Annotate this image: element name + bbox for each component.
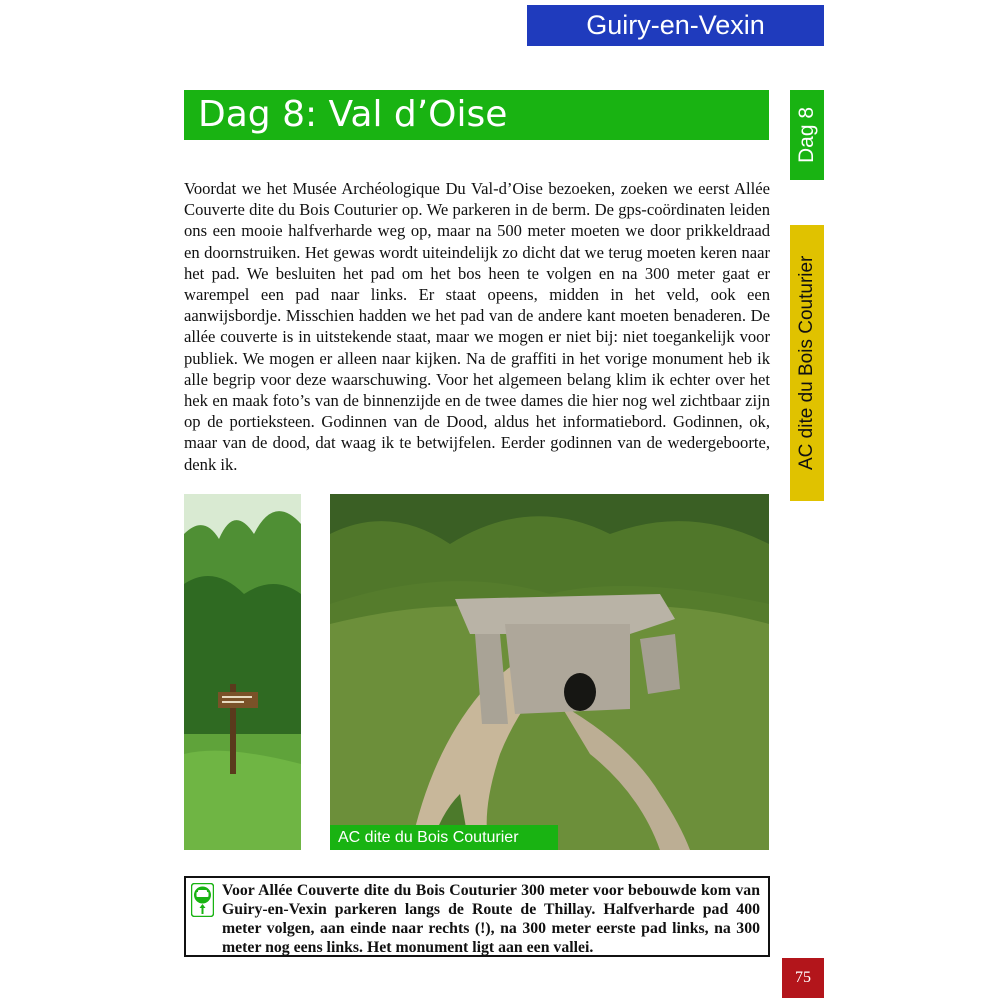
signpost-photo-image xyxy=(184,494,301,850)
signpost-photo xyxy=(184,494,301,850)
chapter-title: Dag 8: Val d’Oise xyxy=(184,90,769,140)
dolmen-photo xyxy=(330,494,769,850)
directions-box xyxy=(184,876,770,957)
day-tab[interactable]: Dag 8 xyxy=(790,90,824,180)
photo-caption: AC dite du Bois Couturier xyxy=(330,825,558,850)
parking-sign-icon xyxy=(191,883,214,917)
topic-tab[interactable]: AC dite du Bois Couturier xyxy=(790,225,824,501)
directions-text: Voor Allée Couverte dite du Bois Couturier 300 meter voor bebouwde kom van Guiry-en-Vexin parkeren langs de Route de Thillay. Halfverharde pad 400 meter volgen, aan einde naar rechts (!), na 300 meter eerste pad links, na 300 meter nog eens links. Het monument ligt aan een vallei. xyxy=(222,882,760,956)
body-paragraph: Voordat we het Musée Archéologique Du Val-d’Oise bezoeken, zoeken we eerst Allée Couverte dite du Bois Couturier op. We parkeren in de berm. De gps-coördinaten leiden ons een mooie halfverharde weg op, maar na 500 meter moeten we door prikkeldraad en doornstruiken. Het gewas wordt uiteindelijk zo dicht dat we terug moeten keren naar het pad. We besluiten het pad om het bos heen te volgen en na 300 meter gaat er warempel een pad naar links. Er staat opeens, midden in het veld, ook een aanwijsbordje. Misschien hadden we het pad van de andere kant moeten benaderen. De allée couverte is in uitstekende staat, maar we mogen er niet bij: niet toegankelijk voor publiek. We mogen er alleen naar kijken. Na de graffiti in het vorige monument heb ik alle begrip voor deze waarschuwing. Voor het algemeen belang klim ik echter over het hek en maak foto’s van de binnenzijde en de twee dames die hier nog wel zichtbaar zijn op de portieksteen. Godinnen van de Dood, aldus het informatiebord. Godinnen, ok, maar van de dood, dat waag ik te betwijfelen. Eerder godinnen van de wedergeboorte, denk ik. xyxy=(184,179,770,474)
dolmen-photo-image xyxy=(330,494,769,850)
region-banner: Guiry-en-Vexin xyxy=(527,5,824,46)
page-number: 75 xyxy=(782,958,824,998)
